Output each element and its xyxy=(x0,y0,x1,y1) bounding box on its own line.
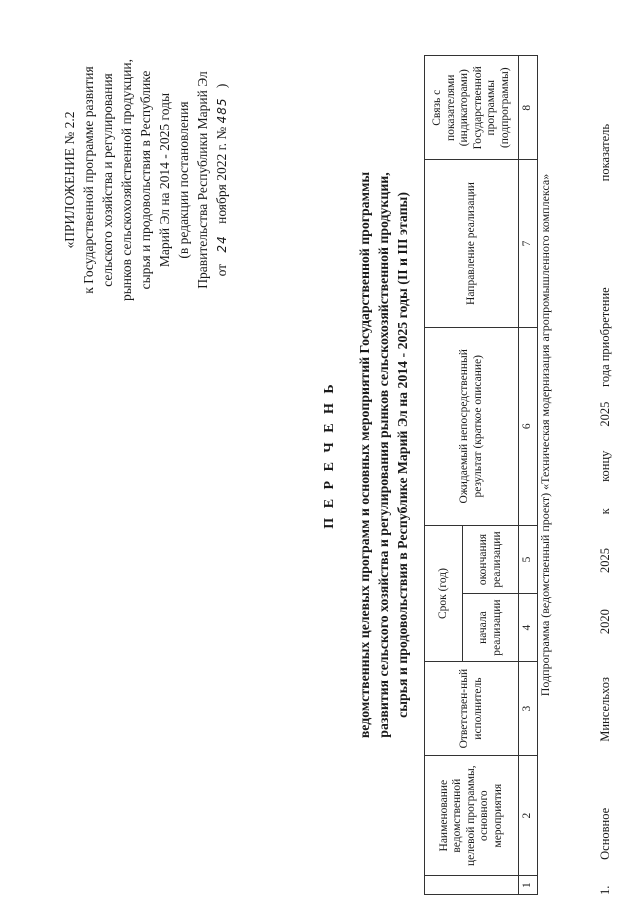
row-end: 2025 xyxy=(598,548,612,573)
table-header-result: Ожидаемый непосредственный результат (краткое описание) xyxy=(425,327,519,525)
title-line: ведомственных целевых программ и основных мероприятий Государственной программы xyxy=(357,171,372,739)
table-header-direction: Направление реализации xyxy=(425,160,519,327)
table-row-1 xyxy=(598,35,613,895)
table-header-end: окончания реализации xyxy=(463,525,519,593)
program-table xyxy=(424,55,538,895)
table-header-period: Срок (год) xyxy=(425,525,463,661)
column-number: 8 xyxy=(519,56,538,160)
table-header-num xyxy=(425,876,519,895)
appendix-date-line xyxy=(212,45,232,315)
appendix-block xyxy=(60,45,232,315)
appendix-line: Марий Эл на 2014 - 2025 годы xyxy=(157,92,172,268)
row-result-word: концу xyxy=(598,450,612,482)
date-day: 24 xyxy=(215,235,229,253)
date-close: ) xyxy=(214,83,229,89)
table-row xyxy=(519,56,538,895)
appendix-line: Правительства Республики Марий Эл xyxy=(195,71,210,289)
title-line: развития сельского хозяйства и регулирования рынков сельскохозяйственной продукции, xyxy=(376,172,391,738)
row-result-word: к xyxy=(598,508,612,515)
date-prefix: от xyxy=(214,263,229,277)
appendix-line: сельского хозяйства и регулирования xyxy=(100,73,115,287)
table-header-executor: Ответствен-ный исполнитель xyxy=(425,662,519,756)
document-title xyxy=(320,65,412,845)
appendix-line: «ПРИЛОЖЕНИЕ № 2.2 xyxy=(62,111,77,249)
column-number: 6 xyxy=(519,327,538,525)
column-number: 7 xyxy=(519,160,538,327)
row-number: 1. xyxy=(598,885,612,895)
row-indicator: показатель xyxy=(598,123,612,182)
appendix-line: сырья и продовольствия в Республике xyxy=(138,70,153,290)
title-line: сырья и продовольствия в Республике Марий Эл на 2014 - 2025 годы (II и III этапы) xyxy=(395,192,410,718)
row-start: 2020 xyxy=(598,609,612,635)
row-result-word: года приобретение xyxy=(598,287,612,387)
appendix-line: (в редакции постановления xyxy=(176,101,191,259)
column-number: 5 xyxy=(519,525,538,593)
column-number: 1 xyxy=(519,876,538,895)
table-header-start: начала реализации xyxy=(463,594,519,662)
row-name: Основное xyxy=(598,807,612,860)
subprogram-heading: Подпрограмма (ведомственный проект) «Техническая модернизация агропромышленного комплекса» xyxy=(538,173,552,697)
row-executor: Минсельхоз xyxy=(598,677,612,742)
appendix-line: к Государственной программе развития xyxy=(81,66,96,294)
decree-number: 485 xyxy=(215,97,229,124)
date-month-year: ноября 2022 г. № xyxy=(214,126,229,224)
column-number: 2 xyxy=(519,756,538,876)
table-header-indicators: Связь с показателями (индикаторами) Государственной программы (подпрограммы) xyxy=(425,56,519,160)
appendix-line: рынков сельскохозяйственной продукции, xyxy=(119,58,134,302)
title-heading: П Е Р Е Ч Е Н Ь xyxy=(322,381,337,529)
table-header-name: Наименование ведомственной целевой программы, основного мероприятия xyxy=(425,756,519,876)
column-number: 4 xyxy=(519,594,538,662)
column-number: 3 xyxy=(519,662,538,756)
row-result-word: 2025 xyxy=(598,401,612,427)
